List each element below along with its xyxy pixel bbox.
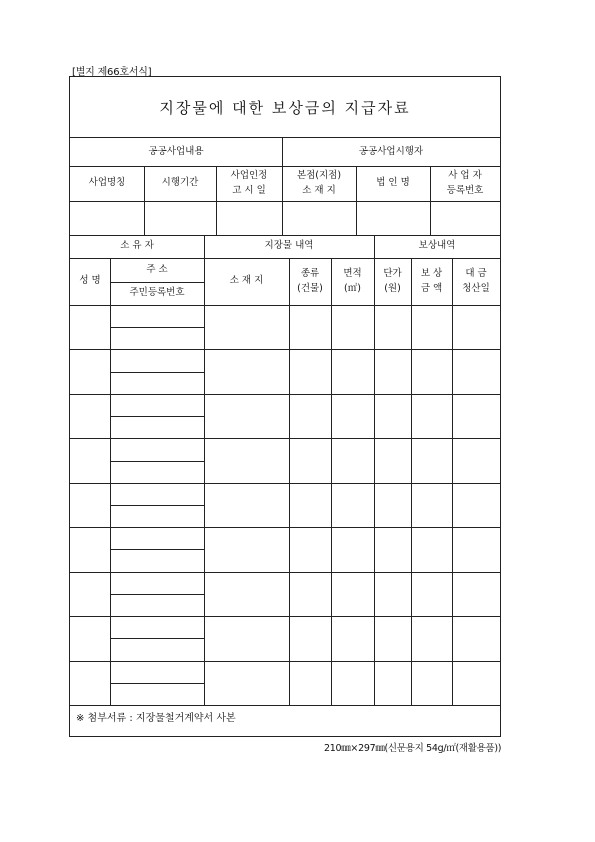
head-office-location-label: 본점(지점) 소 재 지 (296, 169, 342, 196)
table-row-border (70, 438, 500, 439)
amount-column-header: 보 상 금 액 (420, 267, 443, 294)
attachment-note: ※ 첨부서류 : 지장물철거계약서 사본 (76, 713, 236, 724)
address-resident-divider (110, 327, 204, 328)
compensation-group-header: 보상내역 (418, 240, 456, 252)
table-row-border (70, 705, 500, 706)
paper-spec-footer: 210㎜×297㎜(신문용지 54g/㎡(재활용품)) (324, 743, 502, 754)
table-row-border (70, 661, 500, 662)
resident-number-column-header: 주민등록번호 (129, 287, 185, 299)
type-column-header: 종류 (건물) (297, 267, 323, 294)
address-resident-divider (110, 638, 204, 639)
business-registration-label: 사 업 자 등록번호 (446, 169, 484, 196)
address-resident-divider (110, 416, 204, 417)
obstacle-group-header: 지장물 내역 (264, 240, 314, 252)
table-row-border (70, 349, 500, 350)
project-name-label: 사업명칭 (88, 177, 126, 189)
address-resident-divider (110, 594, 204, 595)
settlement-date-column-header: 대 금 청산일 (462, 267, 490, 294)
address-resident-divider (110, 683, 204, 684)
table-row-border (70, 394, 500, 395)
table-row-border (70, 527, 500, 528)
location-column-header: 소 재 지 (229, 275, 264, 287)
address-resident-divider (110, 372, 204, 373)
project-approval-date-label: 사업인정 고 시 일 (230, 169, 268, 196)
area-column-header: 면적 (㎡) (343, 267, 362, 294)
table-row-border (70, 483, 500, 484)
name-column-header: 성 명 (79, 275, 101, 287)
table-row-border (70, 572, 500, 573)
address-resident-divider (110, 549, 204, 550)
table-row-border (70, 616, 500, 617)
address-resident-divider (110, 461, 204, 462)
compensation-form (69, 76, 501, 737)
form-label: [별지 제66호서식] (72, 67, 152, 78)
unit-price-column-header: 단가 (원) (383, 267, 402, 294)
corporation-name-label: 법 인 명 (376, 177, 410, 189)
owner-group-header: 소 유 자 (120, 240, 154, 252)
project-period-label: 시행기간 (161, 177, 199, 189)
form-title: 지장물에 대한 보상금의 지급자료 (70, 77, 500, 138)
project-content-header: 공공사업내용 (148, 145, 204, 157)
project-operator-header: 공공사업시행자 (358, 145, 424, 157)
address-column-header: 주 소 (146, 263, 168, 275)
address-resident-divider (110, 505, 204, 506)
